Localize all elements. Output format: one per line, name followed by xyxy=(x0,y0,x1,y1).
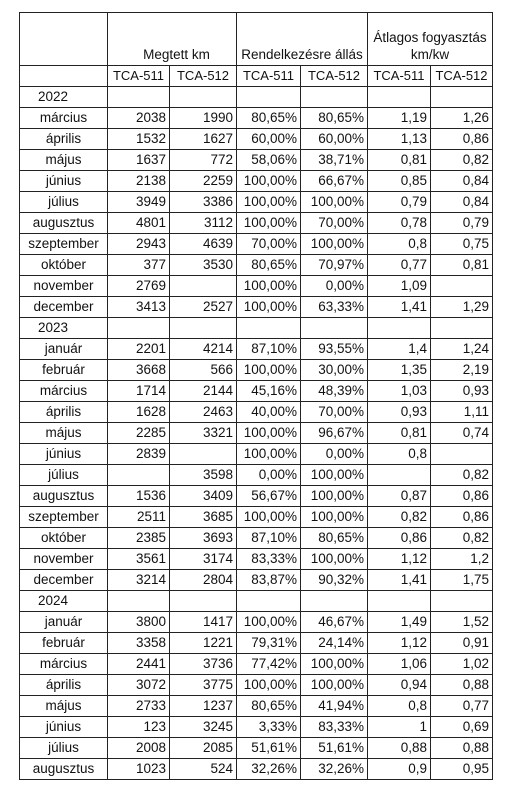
km-a-cell: 1628 xyxy=(108,402,170,423)
km-b-cell: 2527 xyxy=(170,297,237,318)
month-cell: április xyxy=(20,675,108,696)
km-b-cell: 3693 xyxy=(170,528,237,549)
avail-b-cell: 48,39% xyxy=(301,381,368,402)
month-cell: október xyxy=(20,528,108,549)
avail-b-cell: 0,00% xyxy=(301,444,368,465)
cons-b-cell: 1,02 xyxy=(431,654,493,675)
month-cell: június xyxy=(20,444,108,465)
year-label: 2022 xyxy=(20,87,108,108)
km-a-cell: 1536 xyxy=(108,486,170,507)
table-row xyxy=(20,297,493,318)
avail-a-cell: 100,00% xyxy=(237,612,301,633)
km-a-cell: 2441 xyxy=(108,654,170,675)
table-row xyxy=(20,423,493,444)
empty-cell xyxy=(170,318,237,339)
cons-b-cell: 0,75 xyxy=(431,234,493,255)
km-a-cell: 2038 xyxy=(108,108,170,129)
unit-header-row xyxy=(20,66,493,87)
avail-b-cell: 32,26% xyxy=(301,759,368,780)
km-b-cell: 3245 xyxy=(170,717,237,738)
avail-b-cell: 83,33% xyxy=(301,717,368,738)
month-cell: december xyxy=(20,570,108,591)
empty-cell xyxy=(368,87,431,108)
month-cell: július xyxy=(20,738,108,759)
km-b-cell: 1627 xyxy=(170,129,237,150)
cons-b-cell: 0,84 xyxy=(431,171,493,192)
cons-a-cell: 0,85 xyxy=(368,171,431,192)
unit-header-empty xyxy=(20,66,108,87)
km-b-cell: 1417 xyxy=(170,612,237,633)
table-row xyxy=(20,549,493,570)
km-a-cell: 3949 xyxy=(108,192,170,213)
month-cell: március xyxy=(20,654,108,675)
km-a-cell: 2385 xyxy=(108,528,170,549)
cons-b-cell: 0,86 xyxy=(431,507,493,528)
avail-a-cell: 100,00% xyxy=(237,675,301,696)
month-cell: február xyxy=(20,633,108,654)
empty-cell xyxy=(108,87,170,108)
cons-b-cell: 1,2 xyxy=(431,549,493,570)
km-b-cell: 772 xyxy=(170,150,237,171)
km-b-cell: 3409 xyxy=(170,486,237,507)
avail-a-cell: 45,16% xyxy=(237,381,301,402)
empty-cell xyxy=(301,318,368,339)
km-b-cell: 3598 xyxy=(170,465,237,486)
empty-cell xyxy=(170,87,237,108)
cons-b-cell: 0,88 xyxy=(431,738,493,759)
avail-b-cell: 41,94% xyxy=(301,696,368,717)
cons-a-cell: 0,78 xyxy=(368,213,431,234)
avail-b-cell: 80,65% xyxy=(301,108,368,129)
cons-a-cell: 0,86 xyxy=(368,528,431,549)
month-cell: június xyxy=(20,171,108,192)
avail-a-cell: 51,61% xyxy=(237,738,301,759)
table-row xyxy=(20,717,493,738)
month-cell: november xyxy=(20,549,108,570)
avail-b-cell: 100,00% xyxy=(301,465,368,486)
avail-a-cell: 80,65% xyxy=(237,696,301,717)
km-b-cell: 3112 xyxy=(170,213,237,234)
avail-b-cell: 100,00% xyxy=(301,486,368,507)
cons-b-cell: 0,93 xyxy=(431,381,493,402)
avail-a-cell: 100,00% xyxy=(237,192,301,213)
year-label: 2023 xyxy=(20,318,108,339)
avail-b-cell: 100,00% xyxy=(301,549,368,570)
km-b-cell xyxy=(170,276,237,297)
avail-b-cell: 46,67% xyxy=(301,612,368,633)
empty-cell xyxy=(301,591,368,612)
km-a-cell: 2769 xyxy=(108,276,170,297)
cons-a-cell: 0,94 xyxy=(368,675,431,696)
avail-b-cell: 24,14% xyxy=(301,633,368,654)
avail-a-cell: 32,26% xyxy=(237,759,301,780)
cons-a-cell: 0,77 xyxy=(368,255,431,276)
cons-b-cell: 0,82 xyxy=(431,150,493,171)
table-row xyxy=(20,276,493,297)
avail-b-cell: 100,00% xyxy=(301,675,368,696)
table-row xyxy=(20,171,493,192)
km-a-cell: 3668 xyxy=(108,360,170,381)
km-a-cell: 2138 xyxy=(108,171,170,192)
km-b-cell: 4214 xyxy=(170,339,237,360)
cons-a-cell: 0,8 xyxy=(368,696,431,717)
table-row xyxy=(20,759,493,780)
avail-a-cell: 100,00% xyxy=(237,360,301,381)
avail-b-cell: 80,65% xyxy=(301,528,368,549)
km-a-cell: 1714 xyxy=(108,381,170,402)
empty-cell xyxy=(108,591,170,612)
avail-a-cell: 58,06% xyxy=(237,150,301,171)
table-row xyxy=(20,507,493,528)
empty-cell xyxy=(431,318,493,339)
km-b-cell: 2259 xyxy=(170,171,237,192)
km-b-cell: 3685 xyxy=(170,507,237,528)
avail-a-cell: 40,00% xyxy=(237,402,301,423)
cons-b-cell: 0,79 xyxy=(431,213,493,234)
cons-a-cell: 0,88 xyxy=(368,738,431,759)
month-cell: március xyxy=(20,108,108,129)
cons-a-cell: 0,81 xyxy=(368,423,431,444)
empty-cell xyxy=(431,87,493,108)
cons-b-cell: 0,88 xyxy=(431,675,493,696)
cons-b-cell xyxy=(431,444,493,465)
km-b-cell: 1221 xyxy=(170,633,237,654)
consumption-header-line2: km/kw xyxy=(410,47,450,62)
cons-a-cell: 1,4 xyxy=(368,339,431,360)
cons-a-cell: 1,13 xyxy=(368,129,431,150)
month-cell: április xyxy=(20,129,108,150)
empty-cell xyxy=(368,318,431,339)
km-a-cell: 3413 xyxy=(108,297,170,318)
avail-b-cell: 66,67% xyxy=(301,171,368,192)
table-row xyxy=(20,381,493,402)
avail-a-cell: 3,33% xyxy=(237,717,301,738)
km-a-cell: 3214 xyxy=(108,570,170,591)
cons-b-cell xyxy=(431,276,493,297)
km-b-cell: 566 xyxy=(170,360,237,381)
cons-b-cell: 0,69 xyxy=(431,717,493,738)
km-b-cell: 524 xyxy=(170,759,237,780)
table-row xyxy=(20,654,493,675)
avail-a-cell: 0,00% xyxy=(237,465,301,486)
empty-cell xyxy=(170,591,237,612)
km-b-cell: 2085 xyxy=(170,738,237,759)
table-row xyxy=(20,465,493,486)
cons-b-cell: 1,75 xyxy=(431,570,493,591)
cons-a-cell: 0,79 xyxy=(368,192,431,213)
km-a-cell xyxy=(108,465,170,486)
month-cell: május xyxy=(20,150,108,171)
month-cell: augusztus xyxy=(20,213,108,234)
month-cell: augusztus xyxy=(20,486,108,507)
cons-b-cell: 0,82 xyxy=(431,528,493,549)
km-b-cell: 3736 xyxy=(170,654,237,675)
cons-b-cell: 1,11 xyxy=(431,402,493,423)
cons-a-cell: 1,12 xyxy=(368,549,431,570)
cons-b-cell: 0,82 xyxy=(431,465,493,486)
cons-unit-b-header: TCA-512 xyxy=(431,66,493,87)
consumption-group-header xyxy=(368,13,493,66)
cons-a-cell xyxy=(368,465,431,486)
table-row xyxy=(20,570,493,591)
month-cell: december xyxy=(20,297,108,318)
avail-b-cell: 100,00% xyxy=(301,234,368,255)
avail-b-cell: 100,00% xyxy=(301,192,368,213)
km-b-cell: 1237 xyxy=(170,696,237,717)
avail-b-cell: 93,55% xyxy=(301,339,368,360)
avail-b-cell: 70,00% xyxy=(301,402,368,423)
km-a-cell: 2733 xyxy=(108,696,170,717)
avail-b-cell: 30,00% xyxy=(301,360,368,381)
km-a-cell: 1023 xyxy=(108,759,170,780)
km-a-cell: 3800 xyxy=(108,612,170,633)
cons-a-cell: 1,41 xyxy=(368,570,431,591)
table-row xyxy=(20,108,493,129)
cons-b-cell: 2,19 xyxy=(431,360,493,381)
cons-b-cell: 0,84 xyxy=(431,192,493,213)
table-row xyxy=(20,402,493,423)
corner-cell xyxy=(20,13,108,66)
year-row xyxy=(20,87,493,108)
km-a-cell: 3561 xyxy=(108,549,170,570)
km-b-cell: 3321 xyxy=(170,423,237,444)
cons-b-cell: 0,81 xyxy=(431,255,493,276)
cons-unit-a-header: TCA-511 xyxy=(368,66,431,87)
avail-b-cell: 63,33% xyxy=(301,297,368,318)
avail-b-cell: 51,61% xyxy=(301,738,368,759)
avail-a-cell: 79,31% xyxy=(237,633,301,654)
cons-a-cell: 1,09 xyxy=(368,276,431,297)
cons-b-cell: 0,86 xyxy=(431,486,493,507)
avail-b-cell: 70,97% xyxy=(301,255,368,276)
avail-a-cell: 70,00% xyxy=(237,234,301,255)
avail-a-cell: 83,87% xyxy=(237,570,301,591)
km-b-cell: 2463 xyxy=(170,402,237,423)
km-a-cell: 3358 xyxy=(108,633,170,654)
cons-a-cell: 1,35 xyxy=(368,360,431,381)
month-cell: szeptember xyxy=(20,507,108,528)
cons-a-cell: 0,81 xyxy=(368,150,431,171)
empty-cell xyxy=(368,591,431,612)
km-a-cell: 4801 xyxy=(108,213,170,234)
table-row xyxy=(20,675,493,696)
consumption-header-line1: Átlagos fogyasztás xyxy=(373,30,487,45)
cons-a-cell: 0,8 xyxy=(368,234,431,255)
month-cell: január xyxy=(20,339,108,360)
month-cell: február xyxy=(20,360,108,381)
avail-b-cell: 38,71% xyxy=(301,150,368,171)
cons-b-cell: 0,86 xyxy=(431,129,493,150)
km-a-cell: 2839 xyxy=(108,444,170,465)
avail-a-cell: 80,65% xyxy=(237,108,301,129)
year-row xyxy=(20,591,493,612)
cons-a-cell: 0,8 xyxy=(368,444,431,465)
avail-a-cell: 100,00% xyxy=(237,213,301,234)
avail-a-cell: 56,67% xyxy=(237,486,301,507)
table-body xyxy=(20,13,493,780)
avail-b-cell: 0,00% xyxy=(301,276,368,297)
avail-a-cell: 100,00% xyxy=(237,444,301,465)
cons-b-cell: 1,26 xyxy=(431,108,493,129)
table-row xyxy=(20,528,493,549)
table-row xyxy=(20,612,493,633)
table-row xyxy=(20,192,493,213)
cons-a-cell: 0,9 xyxy=(368,759,431,780)
table-row xyxy=(20,696,493,717)
km-a-cell: 3072 xyxy=(108,675,170,696)
km-b-cell: 4639 xyxy=(170,234,237,255)
km-b-cell: 2804 xyxy=(170,570,237,591)
table-row xyxy=(20,150,493,171)
km-a-cell: 123 xyxy=(108,717,170,738)
km-a-cell: 377 xyxy=(108,255,170,276)
avail-b-cell: 70,00% xyxy=(301,213,368,234)
cons-a-cell: 1,49 xyxy=(368,612,431,633)
month-cell: augusztus xyxy=(20,759,108,780)
empty-cell xyxy=(237,591,301,612)
avail-a-cell: 80,65% xyxy=(237,255,301,276)
month-cell: április xyxy=(20,402,108,423)
km-b-cell: 3775 xyxy=(170,675,237,696)
km-b-cell: 3386 xyxy=(170,192,237,213)
km-b-cell: 3174 xyxy=(170,549,237,570)
table-row xyxy=(20,339,493,360)
km-a-cell: 2008 xyxy=(108,738,170,759)
avail-a-cell: 100,00% xyxy=(237,276,301,297)
km-unit-b-header: TCA-512 xyxy=(170,66,237,87)
group-header-row xyxy=(20,13,493,66)
km-b-cell: 2144 xyxy=(170,381,237,402)
km-unit-a-header: TCA-511 xyxy=(108,66,170,87)
table-row xyxy=(20,444,493,465)
km-a-cell: 2511 xyxy=(108,507,170,528)
km-a-cell: 2943 xyxy=(108,234,170,255)
spreadsheet xyxy=(19,12,493,780)
km-group-header: Megtett km xyxy=(108,13,237,66)
month-cell: július xyxy=(20,465,108,486)
availability-group-header: Rendelkezésre állás xyxy=(237,13,368,66)
cons-b-cell: 0,77 xyxy=(431,696,493,717)
cons-a-cell: 0,87 xyxy=(368,486,431,507)
cons-a-cell: 1,06 xyxy=(368,654,431,675)
month-cell: június xyxy=(20,717,108,738)
cons-b-cell: 0,95 xyxy=(431,759,493,780)
month-cell: május xyxy=(20,696,108,717)
empty-cell xyxy=(108,318,170,339)
km-a-cell: 1532 xyxy=(108,129,170,150)
table-row xyxy=(20,234,493,255)
avail-unit-a-header: TCA-511 xyxy=(237,66,301,87)
table-row xyxy=(20,255,493,276)
avail-a-cell: 87,10% xyxy=(237,528,301,549)
month-cell: május xyxy=(20,423,108,444)
cons-a-cell: 1,03 xyxy=(368,381,431,402)
table-row xyxy=(20,213,493,234)
km-b-cell: 3530 xyxy=(170,255,237,276)
cons-a-cell: 1,41 xyxy=(368,297,431,318)
avail-a-cell: 83,33% xyxy=(237,549,301,570)
month-cell: november xyxy=(20,276,108,297)
table-row xyxy=(20,633,493,654)
month-cell: szeptember xyxy=(20,234,108,255)
avail-b-cell: 100,00% xyxy=(301,507,368,528)
avail-b-cell: 100,00% xyxy=(301,654,368,675)
avail-a-cell: 77,42% xyxy=(237,654,301,675)
table-row xyxy=(20,360,493,381)
month-cell: január xyxy=(20,612,108,633)
empty-cell xyxy=(301,87,368,108)
km-b-cell xyxy=(170,444,237,465)
cons-a-cell: 1,12 xyxy=(368,633,431,654)
avail-b-cell: 60,00% xyxy=(301,129,368,150)
month-cell: július xyxy=(20,192,108,213)
km-a-cell: 2285 xyxy=(108,423,170,444)
year-label: 2024 xyxy=(20,591,108,612)
cons-a-cell: 0,93 xyxy=(368,402,431,423)
empty-cell xyxy=(431,591,493,612)
km-a-cell: 1637 xyxy=(108,150,170,171)
avail-a-cell: 100,00% xyxy=(237,423,301,444)
km-b-cell: 1990 xyxy=(170,108,237,129)
avail-a-cell: 60,00% xyxy=(237,129,301,150)
cons-b-cell: 1,52 xyxy=(431,612,493,633)
empty-cell xyxy=(237,87,301,108)
cons-a-cell: 1 xyxy=(368,717,431,738)
avail-a-cell: 87,10% xyxy=(237,339,301,360)
avail-a-cell: 100,00% xyxy=(237,507,301,528)
cons-b-cell: 0,74 xyxy=(431,423,493,444)
avail-a-cell: 100,00% xyxy=(237,171,301,192)
table-row xyxy=(20,486,493,507)
empty-cell xyxy=(237,318,301,339)
year-row xyxy=(20,318,493,339)
avail-unit-b-header: TCA-512 xyxy=(301,66,368,87)
month-cell: október xyxy=(20,255,108,276)
avail-a-cell: 100,00% xyxy=(237,297,301,318)
cons-b-cell: 1,24 xyxy=(431,339,493,360)
cons-a-cell: 0,82 xyxy=(368,507,431,528)
cons-b-cell: 0,91 xyxy=(431,633,493,654)
avail-b-cell: 90,32% xyxy=(301,570,368,591)
table-row xyxy=(20,738,493,759)
fleet-table xyxy=(19,12,493,780)
cons-a-cell: 1,19 xyxy=(368,108,431,129)
avail-b-cell: 96,67% xyxy=(301,423,368,444)
cons-b-cell: 1,29 xyxy=(431,297,493,318)
month-cell: március xyxy=(20,381,108,402)
km-a-cell: 2201 xyxy=(108,339,170,360)
table-row xyxy=(20,129,493,150)
